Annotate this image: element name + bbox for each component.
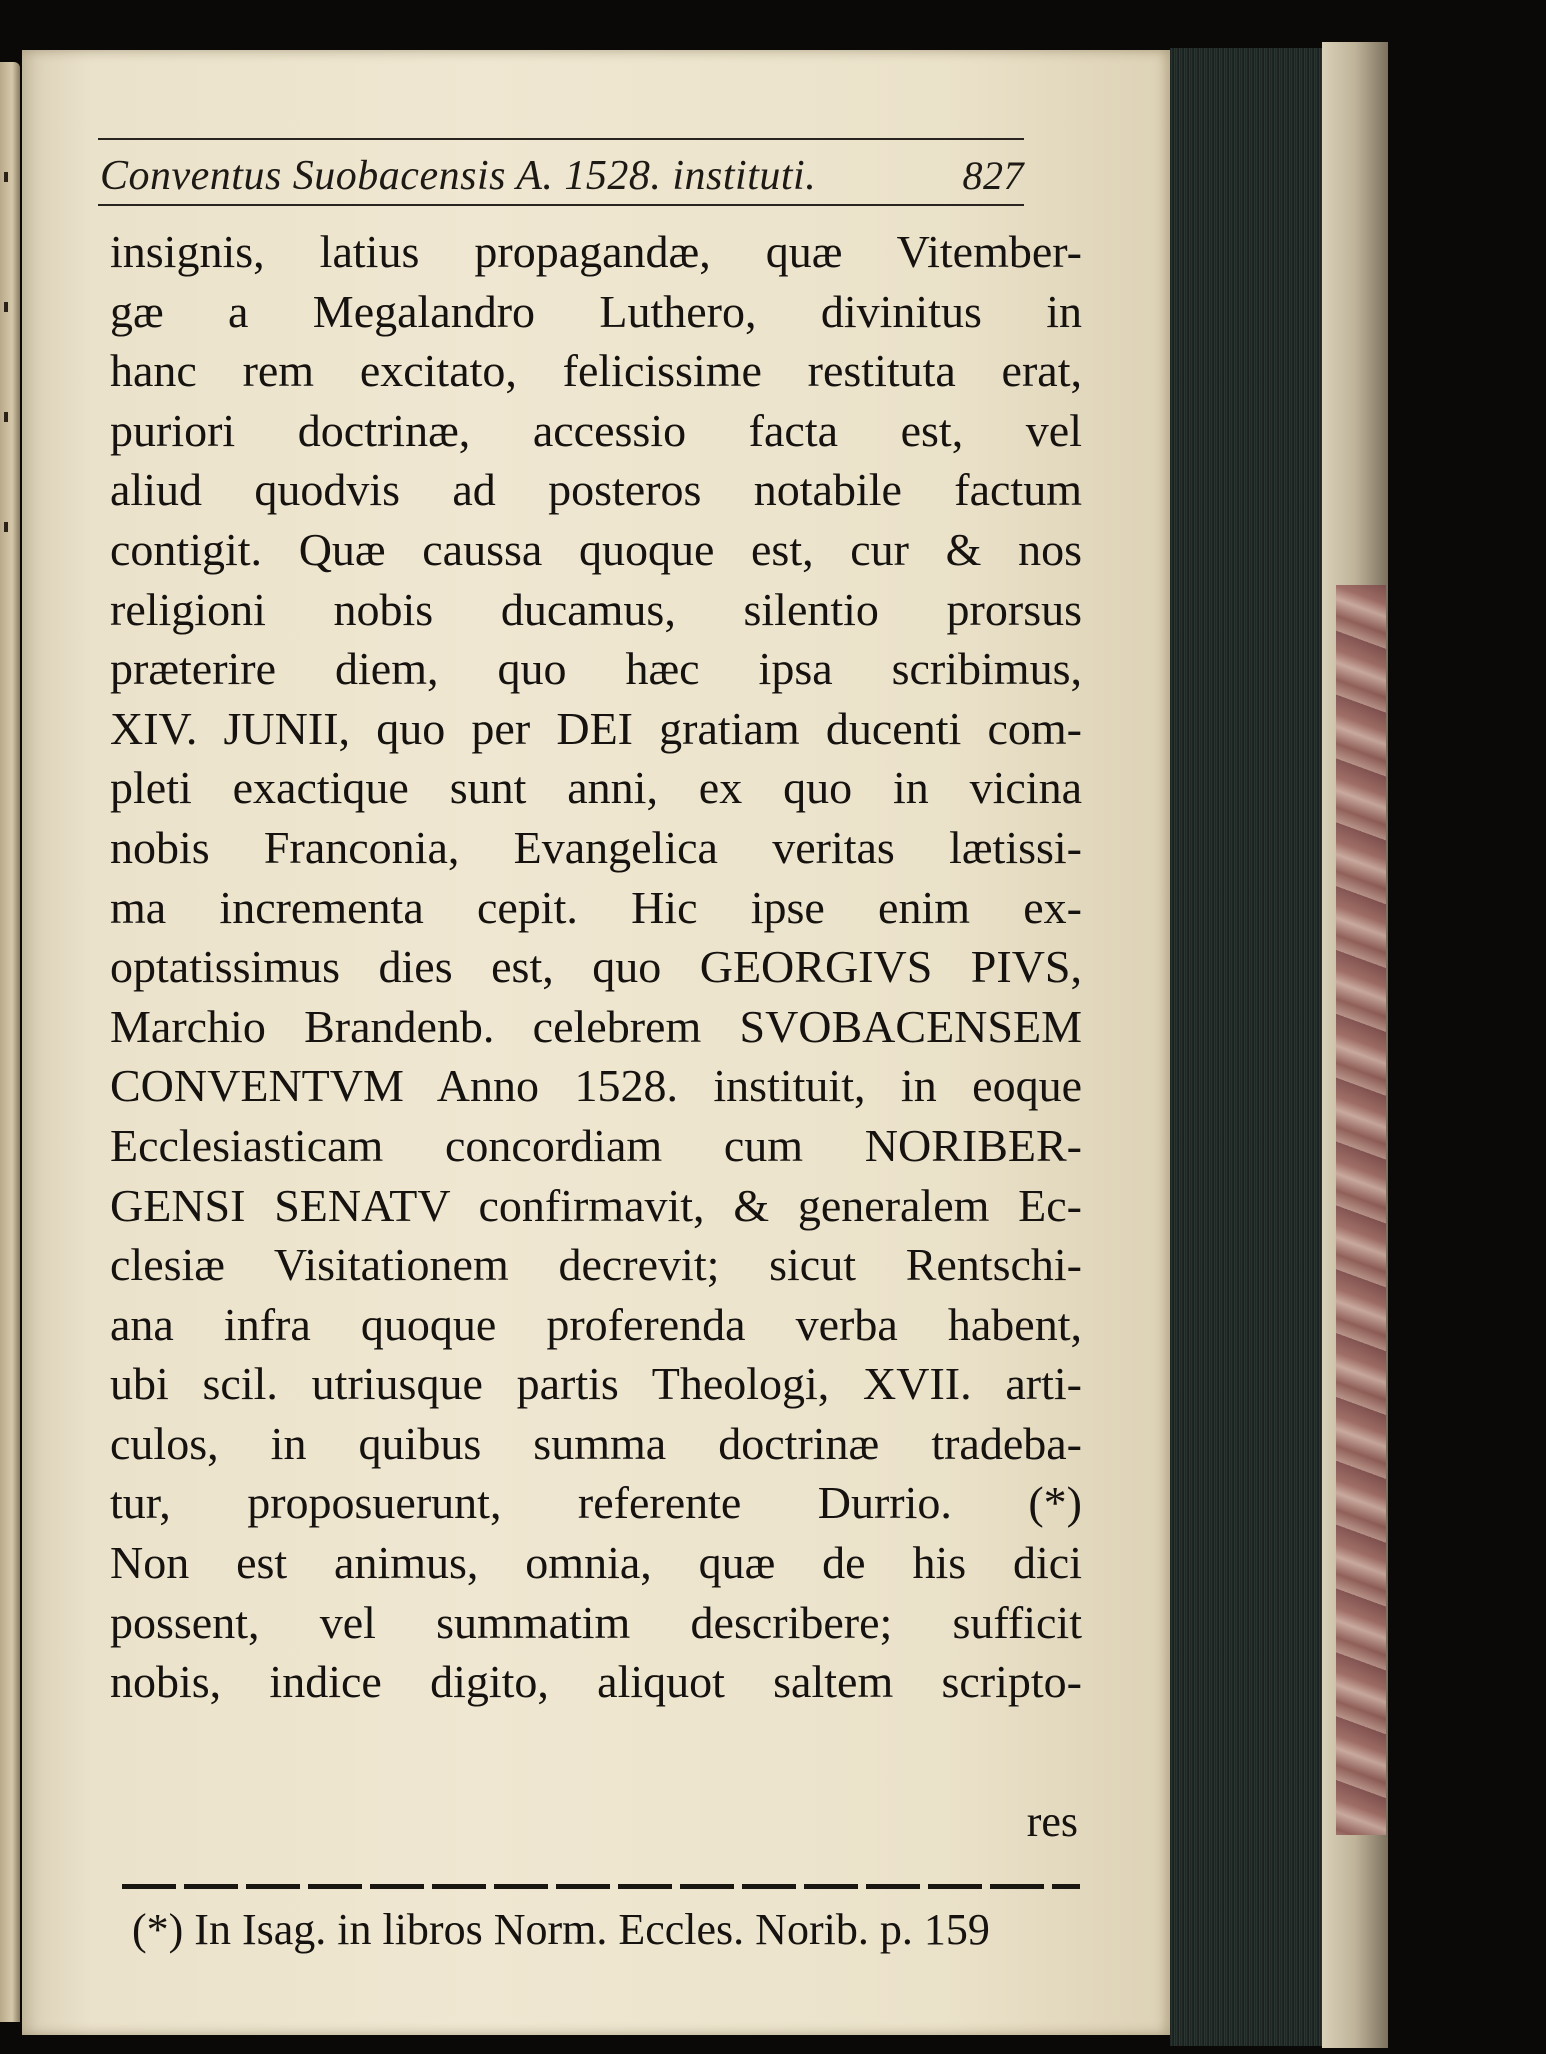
text-line: Marchio Brandenb. celebrem SVOBACENSEM xyxy=(110,1000,1082,1052)
running-title: Conventus Suobacensis A. 1528. instituti. xyxy=(100,153,817,199)
text-line: optatissimus dies est, quo GEORGIVS PIVS, xyxy=(110,941,1082,993)
text-line: possent, vel summatim describere; sufficit xyxy=(110,1596,1082,1648)
main-text xyxy=(110,222,1082,1712)
text-line: pleti exactique sunt anni, ex quo in vicina xyxy=(110,762,1082,814)
text-line: Ecclesiasticam concordiam cum NORIBER- xyxy=(110,1119,1082,1171)
text-line: nobis Franconia, Evangelica veritas lætissi- xyxy=(110,821,1082,873)
text-line: gæ a Megalandro Luthero, divinitus in xyxy=(110,285,1082,337)
text-line: ana infra quoque proferenda verba habent, xyxy=(110,1298,1082,1350)
text-line: religioni nobis ducamus, silentio prorsus xyxy=(110,583,1082,635)
running-head xyxy=(100,152,1024,200)
text-line: Non est animus, omnia, quæ de his dici xyxy=(110,1537,1082,1589)
text-line: ubi scil. utriusque partis Theologi, XVII. arti- xyxy=(110,1358,1082,1410)
text-line: tur, proposuerunt, referente Durrio. (*) xyxy=(110,1477,1082,1529)
text-line: GENSI SENATV confirmavit, & generalem Ec- xyxy=(110,1179,1082,1231)
text-line: nobis, indice digito, aliquot saltem scripto- xyxy=(110,1656,1082,1708)
footnote: (*) In Isag. in libros Norm. Eccles. Norib. p. 159 xyxy=(132,1905,990,1954)
text-line: clesiæ Visitationem decrevit; sicut Rentschi- xyxy=(110,1239,1082,1291)
text-line: puriori doctrinæ, accessio facta est, vel xyxy=(110,404,1082,456)
text-line: culos, in quibus summa doctrinæ tradeba- xyxy=(110,1417,1082,1469)
header-top-rule xyxy=(98,138,1024,140)
page-number: 827 xyxy=(962,153,1024,198)
left-page-edge xyxy=(0,62,20,2022)
text-line: CONVENTVM Anno 1528. instituit, in eoque xyxy=(110,1060,1082,1112)
text-line: hanc rem excitato, felicissime restituta erat, xyxy=(110,345,1082,397)
text-line: contigit. Quæ caussa quoque est, cur & nos xyxy=(110,523,1082,575)
text-line: præterire diem, quo hæc ipsa scribimus, xyxy=(110,643,1082,695)
footnote-rule xyxy=(122,1884,1080,1889)
text-line: aliud quodvis ad posteros notabile factum xyxy=(110,464,1082,516)
text-line: XIV. JUNII, quo per DEI gratiam ducenti com- xyxy=(110,702,1082,754)
text-line: ma incrementa cepit. Hic ipse enim ex- xyxy=(110,881,1082,933)
marbled-endpaper xyxy=(1336,585,1386,1835)
catchword: res xyxy=(1026,1797,1078,1846)
book-fore-edge xyxy=(1170,48,1322,2046)
text-line: insignis, latius propagandæ, quæ Vitember- xyxy=(110,226,1082,277)
header-bottom-rule xyxy=(98,204,1024,206)
